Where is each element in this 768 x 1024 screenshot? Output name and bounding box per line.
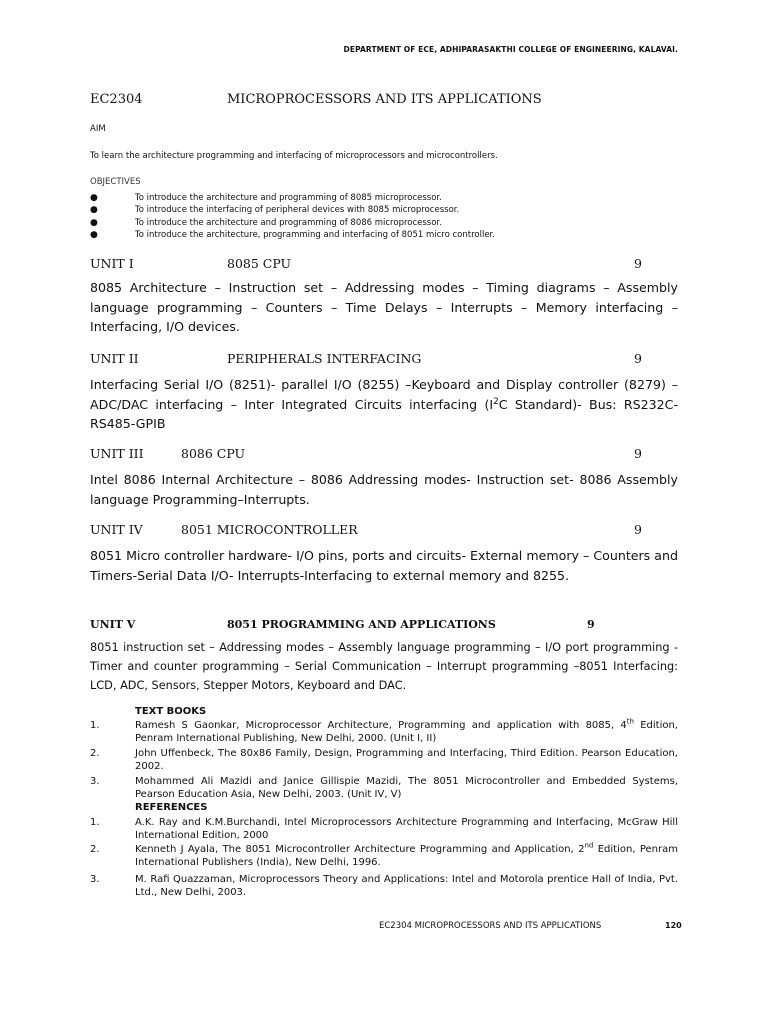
list-item: 3. M. Rafi Quazzaman, Microprocessors Theory and Applications: Intel and Motorola prentice Hall of India, Pvt. Ltd., New Delhi, 2003. <box>90 874 678 899</box>
aim-text: To learn the architecture programming and interfacing of microprocessors and microcontrollers. <box>90 151 498 161</box>
unit-hours: 9 <box>634 351 642 366</box>
unit-4-body: 8051 Micro controller hardware- I/O pins, ports and circuits- External memory – Counters and Timers-Serial Data I/O- Interrupts-Interfacing to external memory and 8255. <box>90 548 678 583</box>
list-item: ● To introduce the architecture and programming of 8085 microprocessor. <box>90 193 442 203</box>
objectives-list <box>90 193 690 242</box>
list-item: 1. A.K. Ray and K.M.Burchandi, Intel Microprocessors Architecture Programming and Interfacing, McGraw Hill International Edition, 2000 <box>90 817 678 842</box>
list-item: ● To introduce the interfacing of peripheral devices with 8085 microprocessor. <box>90 205 460 216</box>
unit-2-heading: UNIT II PERIPHERALS INTERFACING 9 <box>90 351 642 366</box>
bullet-icon: ● <box>90 229 98 240</box>
unit-hours: 9 <box>634 522 642 537</box>
unit-5-heading: UNIT V 8051 PROGRAMMING AND APPLICATIONS 9 <box>90 618 595 631</box>
bullet-icon: ● <box>90 205 98 216</box>
bullet-icon: ● <box>90 217 98 228</box>
list-item: 1. Ramesh S Gaonkar, Microprocessor Architecture, Programming and application with 8085, 4th Edition, Penram International Publishing, New Delhi, 2000. (Unit I, II) <box>90 717 678 745</box>
references-heading: REFERENCES <box>135 802 208 813</box>
list-item: 2. John Uffenbeck, The 80x86 Family, Design, Programming and Interfacing, Third Edition. Pearson Education, 2002. <box>90 748 678 773</box>
unit-hours: 9 <box>634 256 642 271</box>
list-item: ● To introduce the architecture, programming and interfacing of 8051 micro controller. <box>90 229 495 240</box>
unit-4-heading: UNIT IV 8051 MICROCONTROLLER 9 <box>90 522 642 537</box>
unit-1-heading: UNIT I 8085 CPU 9 <box>90 256 642 271</box>
unit-hours: 9 <box>587 618 595 631</box>
unit-hours: 9 <box>634 446 642 461</box>
unit-3-heading: UNIT III 8086 CPU 9 <box>90 446 642 461</box>
bullet-icon: ● <box>90 193 98 203</box>
list-item: ● To introduce the architecture and programming of 8086 microprocessor. <box>90 217 442 228</box>
text-books-heading: TEXT BOOKS <box>135 706 207 717</box>
course-code: EC2304 <box>90 92 143 107</box>
footer-title: EC2304 MICROPROCESSORS AND ITS APPLICATIONS <box>379 921 602 931</box>
unit-5-body: 8051 instruction set – Addressing modes – Assembly language programming – I/O port programming -Timer and counter programming – Serial Communication – Interrupt programming –8051 Interfacing: LCD, ADC, Sensors, Stepper Motors, Keyboard and DAC. <box>90 641 678 692</box>
unit-2-body: Interfacing Serial I/O (8251)- parallel I/O (8255) –Keyboard and Display controller (8279) – ADC/DAC interfacing – Inter Integrated Circuits interfacing ($I^2C$ Standard)- Bus: RS232C-RS485-GPIB <box>90 377 678 432</box>
list-item: 3. Mohammed Ali Mazidi and Janice Gillispie Mazidi, The 8051 Microcontroller and Embedded Systems, Pearson Education Asia, New Delhi, 2003. (Unit IV, V) <box>90 776 678 801</box>
course-title: MICROPROCESSORS AND ITS APPLICATIONS <box>227 92 542 107</box>
objectives-label: OBJECTIVES <box>90 177 141 187</box>
list-item: 2. Kenneth J Ayala, The 8051 Microcontroller Architecture Programming and Application, 2nd Edition, Penram International Publishers (India), New Delhi, 1996. <box>90 841 679 869</box>
department-header: DEPARTMENT OF ECE, ADHIPARASAKTHI COLLEGE OF ENGINEERING, KALAVAI. <box>343 45 678 54</box>
aim-label: AIM <box>90 124 106 134</box>
unit-1-body: 8085 Architecture – Instruction set – Addressing modes – Timing diagrams – Assembly language programming – Counters – Time Delays – Interrupts – Memory interfacing – Interfacing, I/O devices. <box>90 280 678 335</box>
unit-3-body: Intel 8086 Internal Architecture – 8086 Addressing modes- Instruction set- 8086 Assembly language Programming–Interrupts. <box>90 472 678 507</box>
page-number: 120 <box>665 921 682 930</box>
course-heading <box>90 92 680 110</box>
